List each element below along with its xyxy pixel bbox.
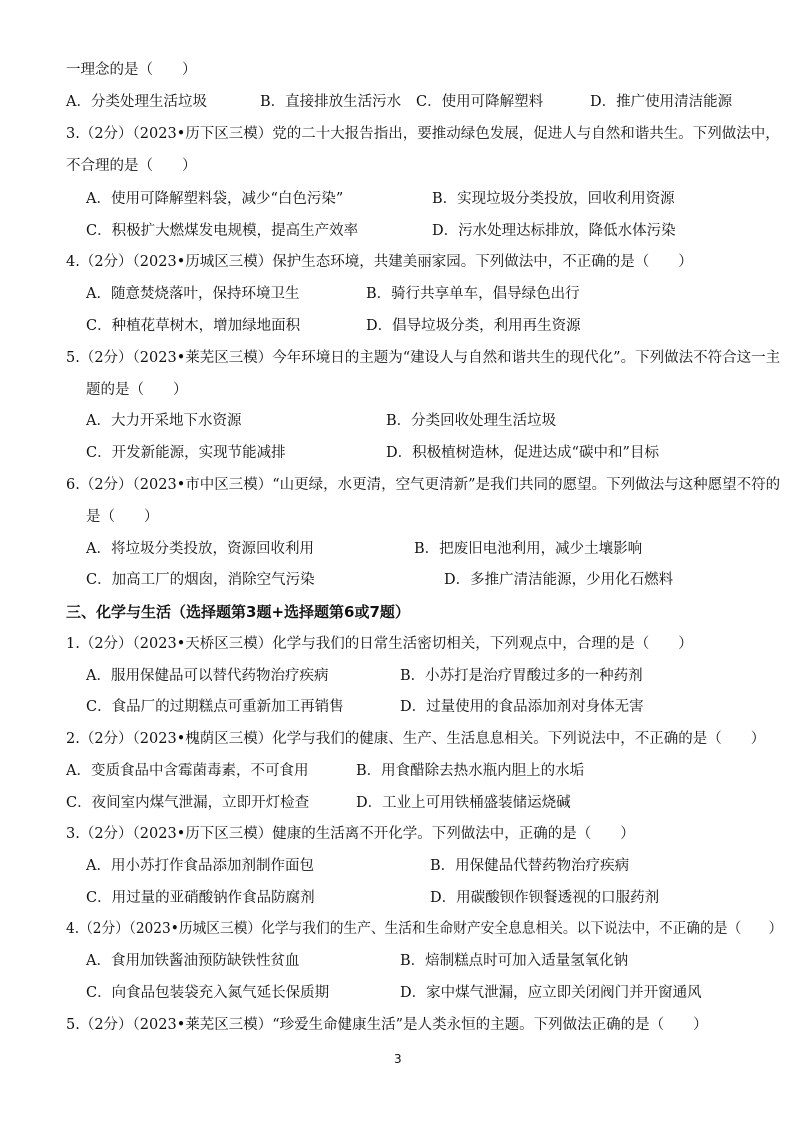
text-line: D．积极植树造林，促进达成“碳中和”目标 <box>386 445 659 461</box>
text-line: C．使用可降解塑料 <box>416 94 544 110</box>
text-line: C．加高工厂的烟囱，消除空气污染 <box>86 572 315 588</box>
text-line: A．食用加铁酱油预防缺铁性贫血 <box>86 953 300 969</box>
text-line: 4.（2分）（2023•历城区三模）化学与我们的生产、生活和生命财产安全息息相关。以下说法中，不正确的是（ ） <box>66 921 783 937</box>
text-line: 题的是（ ） <box>86 382 188 398</box>
text-line: B．骑行共享单车，倡导绿色出行 <box>366 286 580 302</box>
text-line: D．污水处理达标排放，降低水体污染 <box>432 223 676 239</box>
text-line: B．用保健品代替药物治疗疾病 <box>430 858 630 874</box>
text-line: D．工业上可用铁桶盛装储运烧碱 <box>356 795 571 811</box>
text-line: A．将垃圾分类投放，资源回收利用 <box>86 541 314 557</box>
text-line: C．种植花草树木，增加绿地面积 <box>86 318 301 334</box>
text-line: 3.（2分）（2023•历下区三模）党的二十大报告指出，要推动绿色发展，促进人与自然和谐共生。下列做法中， <box>66 126 780 142</box>
text-line: A．分类处理生活垃圾 <box>66 94 207 110</box>
text-line: C．积极扩大燃煤发电规模，提高生产效率 <box>86 223 359 239</box>
text-line: B．用食醋除去热水瓶内胆上的水垢 <box>356 763 585 779</box>
text-line: 5.（2分）（2023•莱芜区三模）“珍爱生命健康生活”是人类永恒的主题。下列做法正确的是（ ） <box>66 1017 708 1033</box>
text-line: A．服用保健品可以替代药物治疗疾病 <box>86 668 329 684</box>
text-line: 5.（2分）（2023•莱芜区三模）今年环境日的主题为“建设人与自然和谐共生的现代化”。下列做法不符合这一主 <box>66 350 781 366</box>
text-line: D．过量使用的食品添加剂对身体无害 <box>400 699 644 715</box>
text-line: 1.（2分）（2023•天桥区三模）化学与我们的日常生活密切相关，下列观点中，合理的是（ ） <box>66 636 693 652</box>
text-line: 不合理的是（ ） <box>66 158 197 174</box>
text-line: B．把废旧电池利用，减少土壤影响 <box>414 541 643 557</box>
text-line: B．焙制糕点时可加入适量氢氧化钠 <box>400 953 629 969</box>
text-line: D．倡导垃圾分类，利用再生资源 <box>366 318 581 334</box>
text-line: A．大力开采地下水资源 <box>86 413 242 429</box>
text-line: A．变质食品中含霉菌毒素，不可食用 <box>66 763 309 779</box>
text-line: 2.（2分）（2023•槐荫区三模）化学与我们的健康、生产、生活息息相关。下列说法中，不正确的是（ ） <box>66 731 766 747</box>
text-line: 6.（2分）（2023•市中区三模）“山更绿，水更清，空气更清新”是我们共同的愿望。下列做法与这种愿望不符的 <box>66 477 781 493</box>
text-line: 一理念的是（ ） <box>66 62 197 78</box>
text-line: C．开发新能源，实现节能减排 <box>86 445 286 461</box>
text-line: D．推广使用清洁能源 <box>590 94 733 110</box>
text-line: C．食品厂的过期糕点可重新加工再销售 <box>86 699 344 715</box>
text-line: A．使用可降解塑料袋，减少“白色污染” <box>86 191 344 207</box>
page-number: 3 <box>394 1052 402 1066</box>
text-line: B．分类回收处理生活垃圾 <box>386 413 557 429</box>
text-line: C．夜间室内煤气泄漏，立即开灯检查 <box>66 795 310 811</box>
text-line: 3.（2分）（2023•历下区三模）健康的生活离不开化学。下列做法中，正确的是（ ） <box>66 826 635 842</box>
section-heading: 三、化学与生活（选择题第3题+选择题第6或7题） <box>66 603 410 621</box>
text-line: B．直接排放生活污水 <box>260 94 402 110</box>
text-line: D．多推广清洁能源，少用化石燃料 <box>444 572 674 588</box>
text-line: A．随意焚烧落叶，保持环境卫生 <box>86 286 300 302</box>
text-line: A．用小苏打作食品添加剂制作面包 <box>86 858 314 874</box>
text-line: D．用碳酸钡作钡餐透视的口服药剂 <box>430 890 660 906</box>
text-line: D．家中煤气泄漏，应立即关闭阀门并开窗通风 <box>400 985 702 1001</box>
text-line: C．向食品包装袋充入氮气延长保质期 <box>86 985 330 1001</box>
text-line: 是（ ） <box>86 509 159 525</box>
text-line: C．用过量的亚硝酸钠作食品防腐剂 <box>86 890 315 906</box>
text-line: B．小苏打是治疗胃酸过多的一种药剂 <box>400 668 643 684</box>
text-line: 4.（2分）（2023•历城区三模）保护生态环境，共建美丽家园。下列做法中，不正确的是（ ） <box>66 254 693 270</box>
text-line: B．实现垃圾分类投放，回收利用资源 <box>432 191 675 207</box>
